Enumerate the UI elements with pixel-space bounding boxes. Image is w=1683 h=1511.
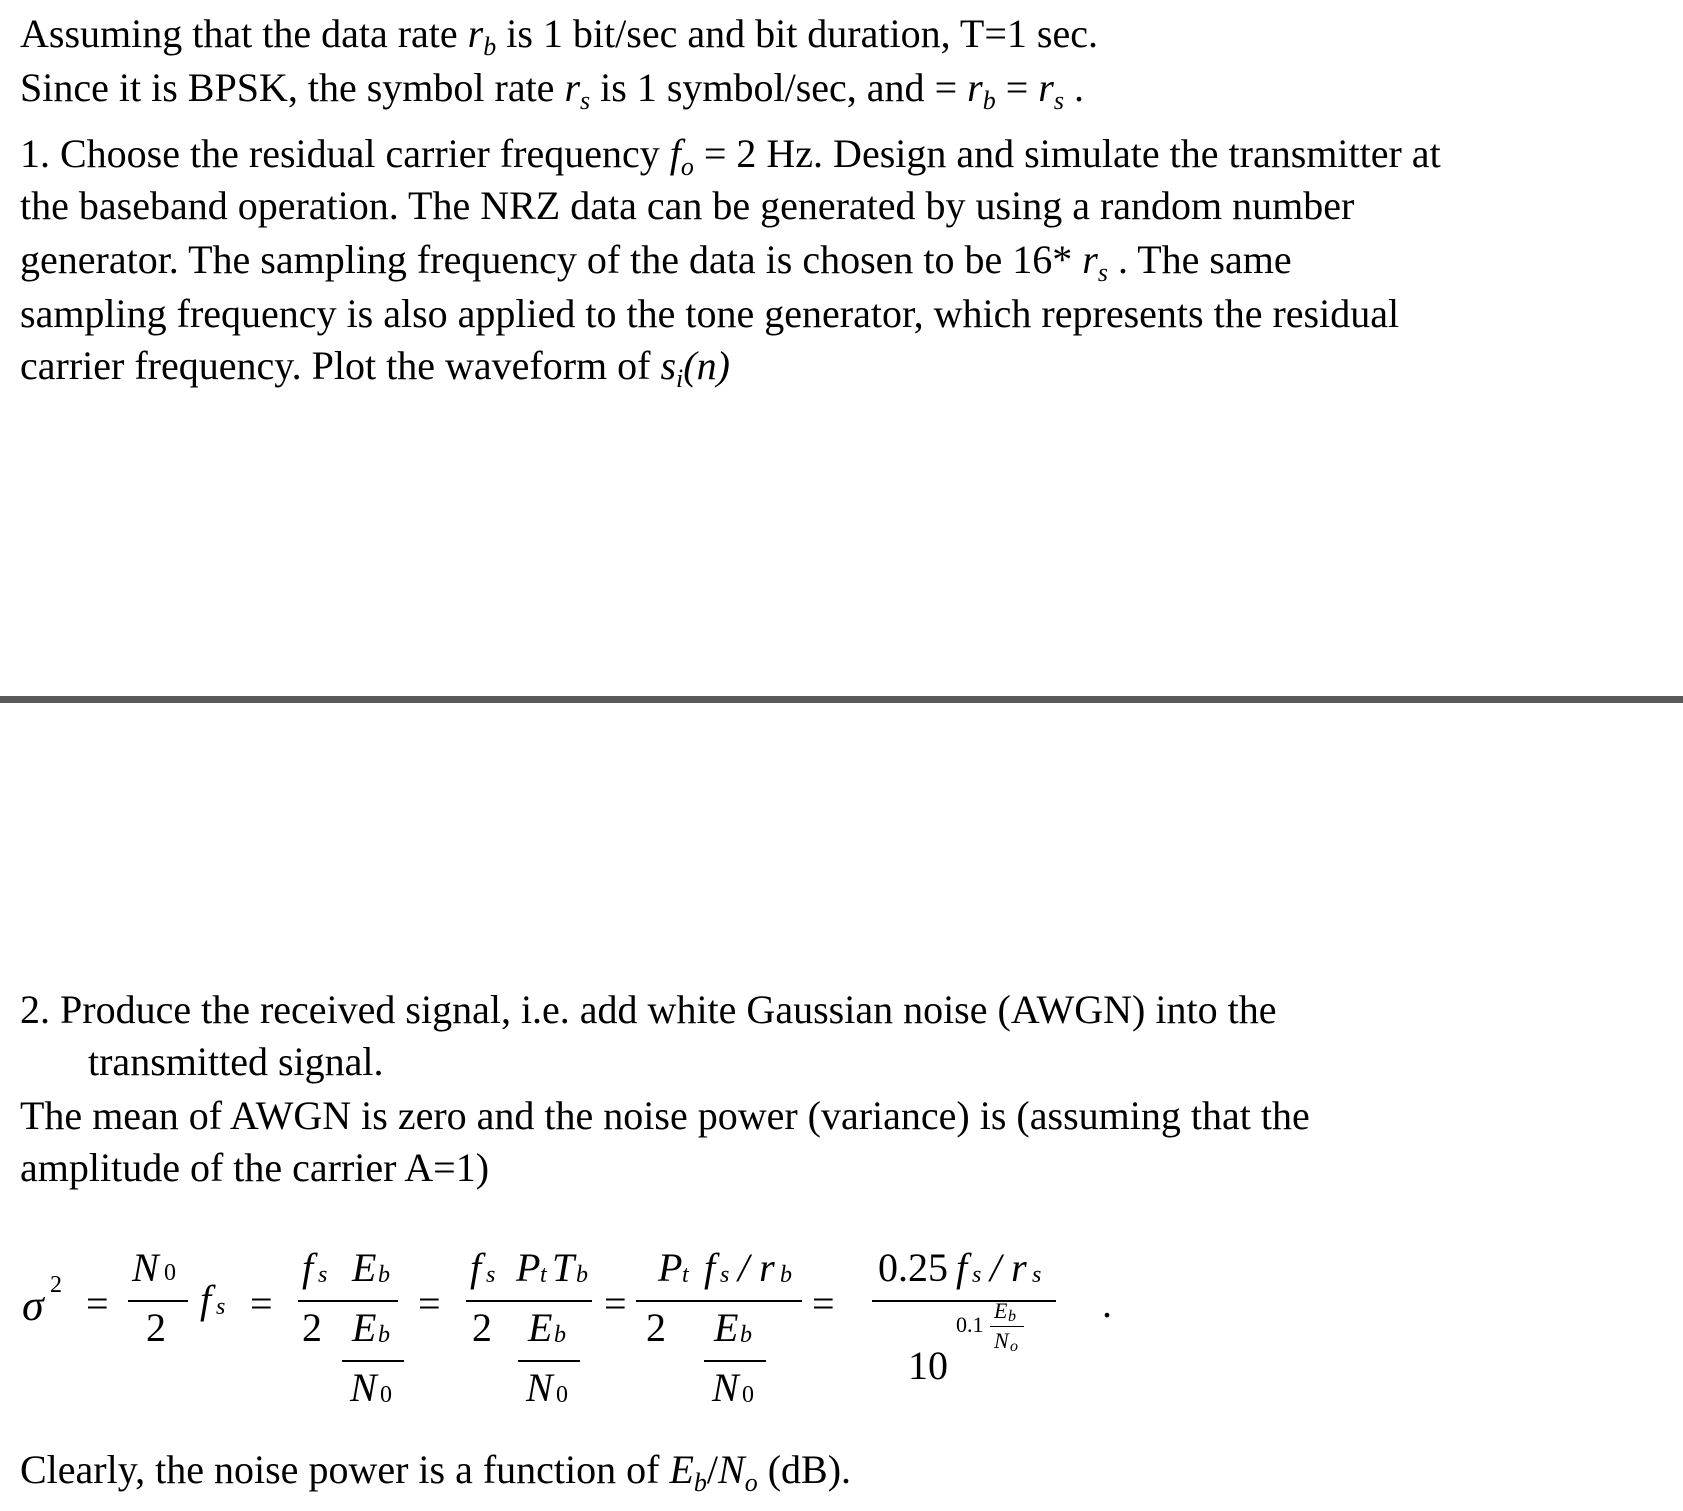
intro-line-2: Since it is BPSK, the symbol rate $r_s$ is 1 symbol/sec, and = $r_b = r_s$ . xyxy=(20,65,1084,115)
task2-line-1: 2. Produce the received signal, i.e. add white Gaussian noise (AWGN) into the xyxy=(20,987,1277,1032)
sigma-symbol: σ xyxy=(22,1281,44,1330)
rs-symbol: r xyxy=(564,65,581,110)
task2-line-2: transmitted signal. xyxy=(88,1039,384,1084)
task2-line-3: The mean of AWGN is zero and the noise power (variance) is (assuming that the xyxy=(20,1093,1310,1138)
task1-line-5: carrier frequency. Plot the waveform of $s_i(n)$ xyxy=(20,343,730,393)
conclusion-line: Clearly, the noise power is a function of $E_b/N_o$ (dB). xyxy=(20,1447,852,1497)
task1-line-4: sampling frequency is also applied to the tone generator, which represents the residual xyxy=(20,291,1400,336)
fraction-bar xyxy=(990,1326,1024,1327)
task1-line-1: 1. Choose the residual carrier frequency $f_o = 2$ Hz. Design and simulate the transmitter at xyxy=(20,131,1441,181)
fraction-bar xyxy=(128,1300,188,1302)
intro-line-1: Assuming that the data rate $r_b$ is 1 bit/sec and bit duration, T=1 sec. xyxy=(20,11,1098,61)
section-divider xyxy=(0,696,1683,703)
task2-line-4: amplitude of the carrier A=1) xyxy=(20,1145,490,1190)
task1-line-3: generator. The sampling frequency of the data is chosen to be 16* $r_s$ . The same xyxy=(20,237,1292,287)
rb-symbol: r xyxy=(467,11,484,56)
fraction-bar xyxy=(872,1300,1056,1302)
noise-variance-equation: σ 2 = N 0 2 f s = f s E b 2 E b N 0 = f s P t T b 2 E b N 0 = P t f s / r b 2 E b N 0 = 0.25 f s / r s 10 0.1 E b N o . xyxy=(22,1245,1112,1410)
fraction-bar xyxy=(518,1360,580,1362)
fraction-bar xyxy=(704,1360,766,1362)
fraction-bar xyxy=(466,1300,592,1302)
fraction-bar xyxy=(342,1360,404,1362)
task1-line-2: the baseband operation. The NRZ data can be generated by using a random number xyxy=(20,183,1355,228)
fraction-bar xyxy=(636,1300,802,1302)
fraction-bar xyxy=(298,1300,398,1302)
